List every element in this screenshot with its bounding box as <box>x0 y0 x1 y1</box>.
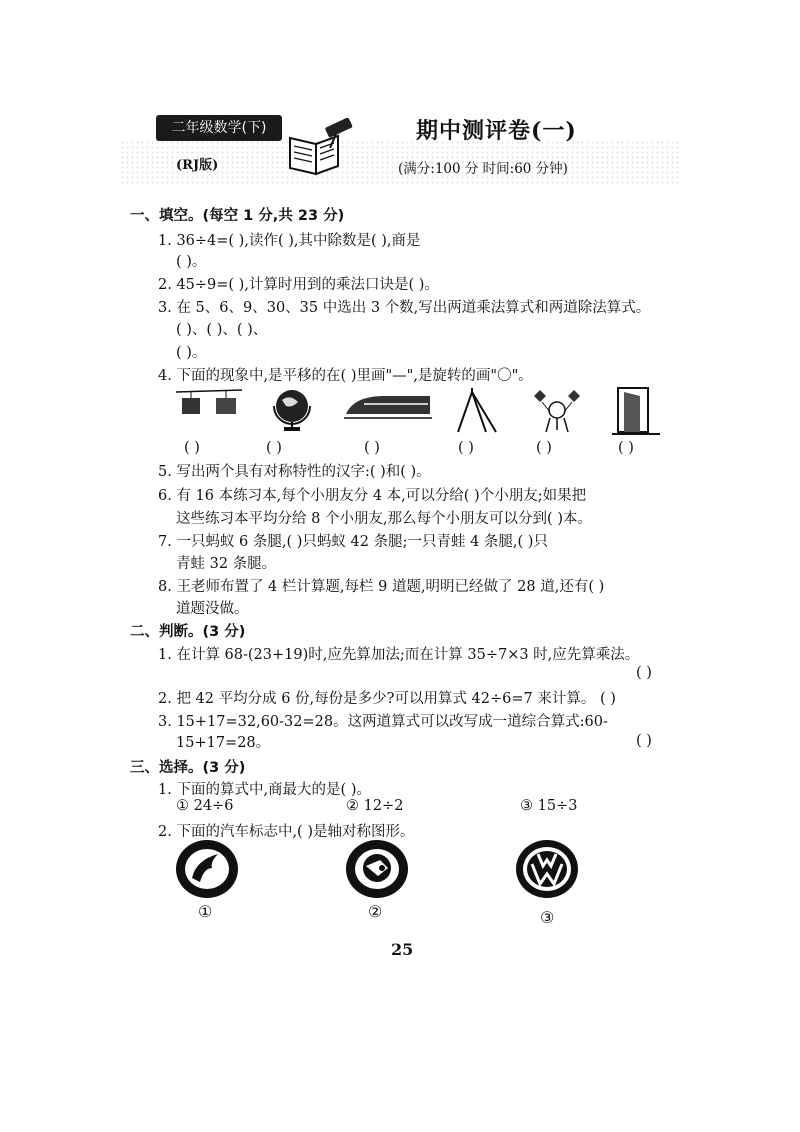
s1-q8-line2: 道题没做。 <box>176 601 249 617</box>
s3-q1-option-3[interactable]: ③ 15÷3 <box>520 798 578 814</box>
s1-q3-line3: ( )。 <box>176 345 207 361</box>
q4-answer-paren-1[interactable]: ( ) <box>184 440 200 456</box>
s1-q1-line1: 1. 36÷4=( ),读作( ),其中除数是( ),商是 <box>158 233 421 249</box>
s3-q1: 1. 下面的算式中,商最大的是( )。 <box>158 782 371 798</box>
page-number: 25 <box>391 940 414 959</box>
car-logo-2-icon <box>344 838 410 900</box>
s2-q3-paren[interactable]: ( ) <box>636 733 652 749</box>
train-icon <box>344 386 432 426</box>
q4-answer-paren-5[interactable]: ( ) <box>536 440 552 456</box>
globe-icon <box>268 386 320 432</box>
section3-heading: 三、选择。(3 分) <box>130 760 246 776</box>
s3-q1-option-2[interactable]: ② 12÷2 <box>346 798 404 814</box>
car-logo-3-icon <box>514 838 580 900</box>
logo-label-3[interactable]: ③ <box>540 908 555 927</box>
s1-q8-line1: 8. 王老师布置了 4 栏计算题,每栏 9 道题,明明已经做了 28 道,还有( ) <box>158 579 605 595</box>
s2-q1-line1: 1. 在计算 68-(23+19)时,应先算加法;而在计算 35÷7×3 时,应先算乘法。 <box>158 647 640 663</box>
s2-q2: 2. 把 42 平均分成 6 份,每份是多少?可以用算式 42÷6=7 来计算。 ( ) <box>158 691 616 707</box>
s2-q3-line2: 15+17=28。 <box>176 735 271 751</box>
s3-q2: 2. 下面的汽车标志中,( )是轴对称图形。 <box>158 824 415 840</box>
page-subtitle: (满分:100 分 时间:60 分钟) <box>398 161 568 177</box>
swing-frame-icon <box>452 386 502 434</box>
logo-label-1[interactable]: ① <box>198 902 213 921</box>
car-logo-1-icon <box>174 838 240 900</box>
door-icon <box>612 386 662 438</box>
kid-pinwheels-icon <box>530 386 584 434</box>
q4-answer-paren-2[interactable]: ( ) <box>266 440 282 456</box>
s1-q1-line2: ( )。 <box>176 254 207 270</box>
section2-heading: 二、判断。(3 分) <box>130 624 246 640</box>
s1-q2: 2. 45÷9=( ),计算时用到的乘法口诀是( )。 <box>158 277 439 293</box>
s1-q3-line1: 3. 在 5、6、9、30、35 中选出 3 个数,写出两道乘法算式和两道除法算式。 <box>158 300 651 316</box>
edition-label: (RJ版) <box>176 158 219 173</box>
section1-heading: 一、填空。(每空 1 分,共 23 分) <box>130 208 345 224</box>
grade-badge: 二年级数学(下) <box>156 115 282 141</box>
s1-q6-line1: 6. 有 16 本练习本,每个小朋友分 4 本,可以分给( )个小朋友;如果把 <box>158 488 587 504</box>
logo-label-2[interactable]: ② <box>368 902 383 921</box>
q4-answer-paren-6[interactable]: ( ) <box>618 440 634 456</box>
s2-q1-paren[interactable]: ( ) <box>636 665 652 681</box>
cable-car-icon <box>176 386 242 426</box>
page-title: 期中测评卷(一) <box>416 118 577 144</box>
book-telescope-icon <box>286 118 358 176</box>
s1-q6-line2: 这些练习本平均分给 8 个小朋友,那么每个小朋友可以分到( )本。 <box>176 511 592 527</box>
s1-q4: 4. 下面的现象中,是平移的在( )里画"—",是旋转的画"〇"。 <box>158 368 533 384</box>
s1-q5: 5. 写出两个具有对称特性的汉字:( )和( )。 <box>158 464 431 480</box>
s1-q7-line1: 7. 一只蚂蚁 6 条腿,( )只蚂蚁 42 条腿;一只青蛙 4 条腿,( )只 <box>158 534 548 550</box>
s3-q1-option-1[interactable]: ① 24÷6 <box>176 798 234 814</box>
s1-q7-line2: 青蛙 32 条腿。 <box>176 556 277 572</box>
q4-answer-paren-4[interactable]: ( ) <box>458 440 474 456</box>
s2-q3-line1: 3. 15+17=32,60-32=28。这两道算式可以改写成一道综合算式:60- <box>158 714 608 730</box>
q4-answer-paren-3[interactable]: ( ) <box>364 440 380 456</box>
s1-q3-line2: ( )、( )、( )、 <box>176 322 268 338</box>
